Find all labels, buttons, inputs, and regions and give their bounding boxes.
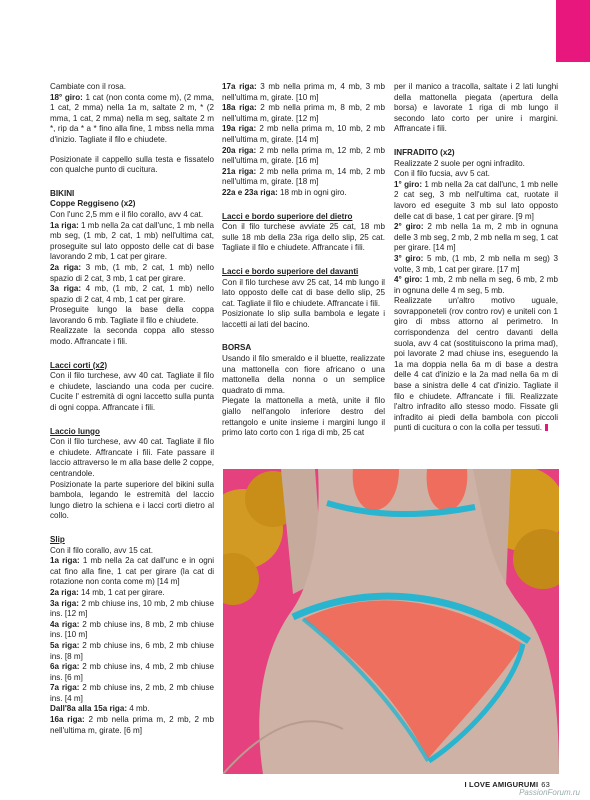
coppe-end: Proseguite lungo la base della coppa lavorando 6 mb. Tagliate il filo e chiudete. — [50, 305, 214, 325]
borsa-text: Usando il filo smeraldo e il bluette, realizzate una mattonella con fiore africano o una mattonella della nonna o un semplice quadrato di mma. — [222, 354, 385, 395]
row-label: 1a riga: — [50, 556, 80, 566]
coppe-title: Coppe Reggiseno (x2) — [50, 199, 136, 209]
column-2 — [222, 82, 385, 439]
bikini-title: BIKINI — [50, 188, 75, 198]
hat-text: Posizionate il cappello sulla testa e fissatelo con qualche punto di cucitura. — [50, 154, 214, 175]
doll-illustration — [223, 469, 559, 774]
dietro-title: Lacci e bordo superiore del dietro — [222, 211, 353, 221]
row-text: 4 mb, (1 mb, 2 cat, 1 mb) nello spazio di 2 cat, 4 mb, 1 cat per girare. — [50, 284, 214, 304]
row-text: 3 mb nella prima m, 4 mb, 3 mb nell'ultima m, girate. [10 m] — [222, 82, 385, 102]
column-3 — [394, 82, 558, 434]
row-text: 5 mb, (1 mb, 2 mb nella m seg) 3 volte, 3 mb, 1 cat per girare. [17 m] — [394, 253, 558, 274]
row-label: 18a riga: — [222, 103, 257, 113]
davanti-text: Con il filo turchese avv 25 cat, 14 mb lungo il lato opposto delle cat di base dello slip, 25 cat. Tagliate il filo e chiudete. Affrancate i fili. — [222, 277, 385, 308]
row-label: 2a riga: — [50, 587, 79, 597]
row-text: 2 mb chiuse ins, 2 mb, 2 mb chiuse ins. [4 m] — [50, 683, 214, 703]
row-label: 18° giro: — [50, 92, 83, 102]
row-text: 3 mb, (1 mb, 2 cat, 1 mb) nello spazio di 2 cat, 3 mb, 1 cat per girare. — [50, 262, 214, 283]
row-text: 2 mb chiuse ins, 6 mb, 2 mb chiuse ins. [8 m] — [50, 640, 214, 661]
row-text: 4 mb. — [127, 704, 150, 714]
watermark: PassionForum.ru — [519, 788, 580, 797]
laccio-position-text: Posizionate la parte superiore del bikini sulla bambola, legando le estremità del laccio lungo dietro la schiena e i lacci corti dietro al collo. — [50, 479, 214, 521]
infradito-end: Realizzate un'altro motivo uguale, sovrapponeteli (rov contro rov) e uniteli con 1 giro di mbss attorno al perimetro. In corrispondenza del centro davanti della suola, avv 4 cat (sostituiscono la prima mad), poi lavorate 2 mad chiuse ins, eseguendo la 1a ma doppia nella 6a m di base a destra delle 4 cat d'inizio e la 2a mad nella 6a m di base a sinistra delle 4 cat d'inizio. Tagliate il filo e chiudete. Affrancate i fili. Realizzate l'altro infradito allo stesso modo. Fissate gli infradito ai piedi della bambola con piccoli punti di cucitura o con la colla per tessuti. — [394, 296, 558, 433]
row-label: 3a riga: — [50, 598, 79, 608]
row-label: 4° giro: — [394, 275, 423, 285]
row-label: 1a riga: — [50, 220, 79, 230]
borsa-text-2: Piegate la mattonella a metà, unite il filo giallo nell'angolo inferiore destro del rettangolo e unite insieme i margini lungo il primo lato corto con 1 riga di mb, 25 cat — [222, 396, 385, 438]
end-marker-icon — [545, 424, 548, 431]
row-label: 1° giro: — [394, 179, 423, 189]
lacci-corti-title: Lacci corti (x2) — [50, 360, 108, 370]
row-text: 18 mb in ogni giro. — [277, 187, 347, 197]
row-text: 2 mb nella prima m, 10 mb, 2 mb nell'ultima m, girate. [14 m] — [222, 124, 385, 144]
davanti-position-text: Posizionate lo slip sulla bambola e legate i laccetti ai lati del bacino. — [222, 309, 385, 329]
row-label: 20a riga: — [222, 145, 257, 155]
laccio-lungo-title: Laccio lungo — [50, 426, 100, 436]
row-text: 1 mb nella 2a cat dall'unc, 1 mb nella mb seg, (1 mb, 2 cat, 1 mb) nell'ultima cat, proseguite sul lato opposto delle cat di base lavorando 2 mb, 1 cat per girare. — [50, 220, 214, 262]
doll-bikini-photo — [223, 469, 559, 774]
row-text: 1 mb nella 2a cat dall'unc e in ogni cat fino alla fine, 1 cat per girare (la cat di rotazione non conta come m) [14 m] — [50, 556, 214, 587]
row-text: 2 mb nella prima m, 14 mb, 2 mb nell'ultima m, girate. [18 m] — [222, 166, 385, 187]
row-text: 2 mb nella 1a m, 2 mb in ognuna delle 3 mb seg, 2 mb, 2 mb nella m seg, 1 cat per girare. [14 m] — [394, 222, 558, 253]
row-text: 2 mb chiuse ins, 10 mb, 2 mb chiuse ins. [12 m] — [50, 598, 214, 619]
row-label: 21a riga: — [222, 166, 257, 176]
row-label: 5a riga: — [50, 640, 80, 650]
row-label: 2a riga: — [50, 262, 82, 272]
row-label: 2° giro: — [394, 222, 424, 232]
row-label: 19a riga: — [222, 124, 257, 134]
row-text: 14 mb, 1 cat per girare. — [78, 587, 165, 597]
row-text: 1 mb nella 2a cat dall'unc, 1 mb nelle 2 cat seg, 3 mb nell'ultima cat, ruotate il lavoro ed eseguite 3 mb sul lato opposto delle cat di base, 1 cat per girare. [9 m] — [394, 179, 559, 221]
row-text: 2 mb nella prima m, 8 mb, 2 mb nell'ultima m, girate. [12 m] — [222, 103, 385, 123]
row-text: 1 cat (non conta come m), (2 mma, 1 cat, 2 mma) nella 1a m, saltate 2 m, * (2 mma, 1 cat, 2 mma) nella m seg, saltate 2 m *, rip da * a * fino alla fine, 1 mbss nella mma d'inizio. Tagliate il filo e chiudete. — [50, 92, 214, 144]
row-label: 3a riga: — [50, 284, 82, 294]
page-number: 63 — [541, 780, 550, 789]
borsa-title: BORSA — [222, 343, 252, 353]
infradito-intro: Realizzate 2 suole per ogni infradito. — [394, 158, 525, 168]
row-label: 4a riga: — [50, 619, 80, 629]
row-label: Dall'8a alla 15a riga: — [50, 704, 128, 714]
lacci-corti-text: Con il filo turchese, avv 40 cat. Tagliate il filo e chiudete, lasciando una coda per cucire. Cucite l' estremità di ogni laccetto sulla punta di ogni coppa. Affrancate i fili. — [50, 371, 214, 413]
dietro-text: Con il filo turchese avviate 25 cat, 18 mb sulle 18 mb della 23a riga dello slip, 25 cat. Tagliate il filo e chiudete. Affrancate i fili. — [222, 222, 385, 253]
infradito-intro-2: Con il filo fucsia, avv 5 cat. — [394, 169, 490, 179]
row-text: 1 mb, 2 mb nella m seg, 6 mb, 2 mb in ognuna delle 4 m seg, 5 mb. — [394, 275, 558, 295]
row-label: 6a riga: — [50, 662, 80, 672]
row-text: 2 mb chiuse ins, 4 mb, 2 mb chiuse ins. [6 m] — [50, 662, 214, 682]
slip-intro: Con il filo corallo, avv 15 cat. — [50, 545, 154, 555]
row-label: 7a riga: — [50, 683, 80, 693]
column-1 — [50, 82, 214, 736]
row-label: 17a riga: — [222, 82, 257, 91]
intro-text: Cambiate con il rosa. — [50, 82, 127, 91]
laccio-lungo-text: Con il filo turchese, avv 40 cat. Tagliate il filo e chiudete. Affrancate i fili. Fate passare il laccio attraverso le m alla base delle 2 coppe, centrandole. — [50, 437, 214, 478]
row-text: 2 mb nella prima m, 12 mb, 2 mb nell'ultima m, girate. [16 m] — [222, 145, 385, 166]
borsa-continued: per il manico a tracolla, saltate i 2 lati lunghi della mattonella piegata (apertura della borsa) e lavorate 1 riga di mb lungo il secondo lato corto per unire i margini. Affrancate i fili. — [394, 82, 558, 134]
slip-title: Slip — [50, 534, 65, 544]
pink-corner-tab — [556, 0, 590, 62]
row-text: 2 mb nella prima m, 2 mb, 2 mb nell'ultima m, girate. [6 m] — [50, 715, 214, 735]
coppe-intro: Con l'unc 2,5 mm e il filo corallo, avv 4 cat. — [50, 209, 204, 219]
row-label: 3° giro: — [394, 253, 424, 263]
magazine-name: I LOVE AMIGURUMI — [464, 780, 539, 789]
infradito-title: INFRADITO (x2) — [394, 147, 455, 157]
coppe-second: Realizzate la seconda coppa allo stesso modo. Affrancate i fili. — [50, 326, 214, 347]
row-label: 22a e 23a riga: — [222, 187, 278, 197]
row-label: 16a riga: — [50, 715, 85, 725]
row-text: 2 mb chiuse ins, 8 mb, 2 mb chiuse ins. [10 m] — [50, 619, 214, 640]
davanti-title: Lacci e bordo superiore del davanti — [222, 266, 359, 276]
